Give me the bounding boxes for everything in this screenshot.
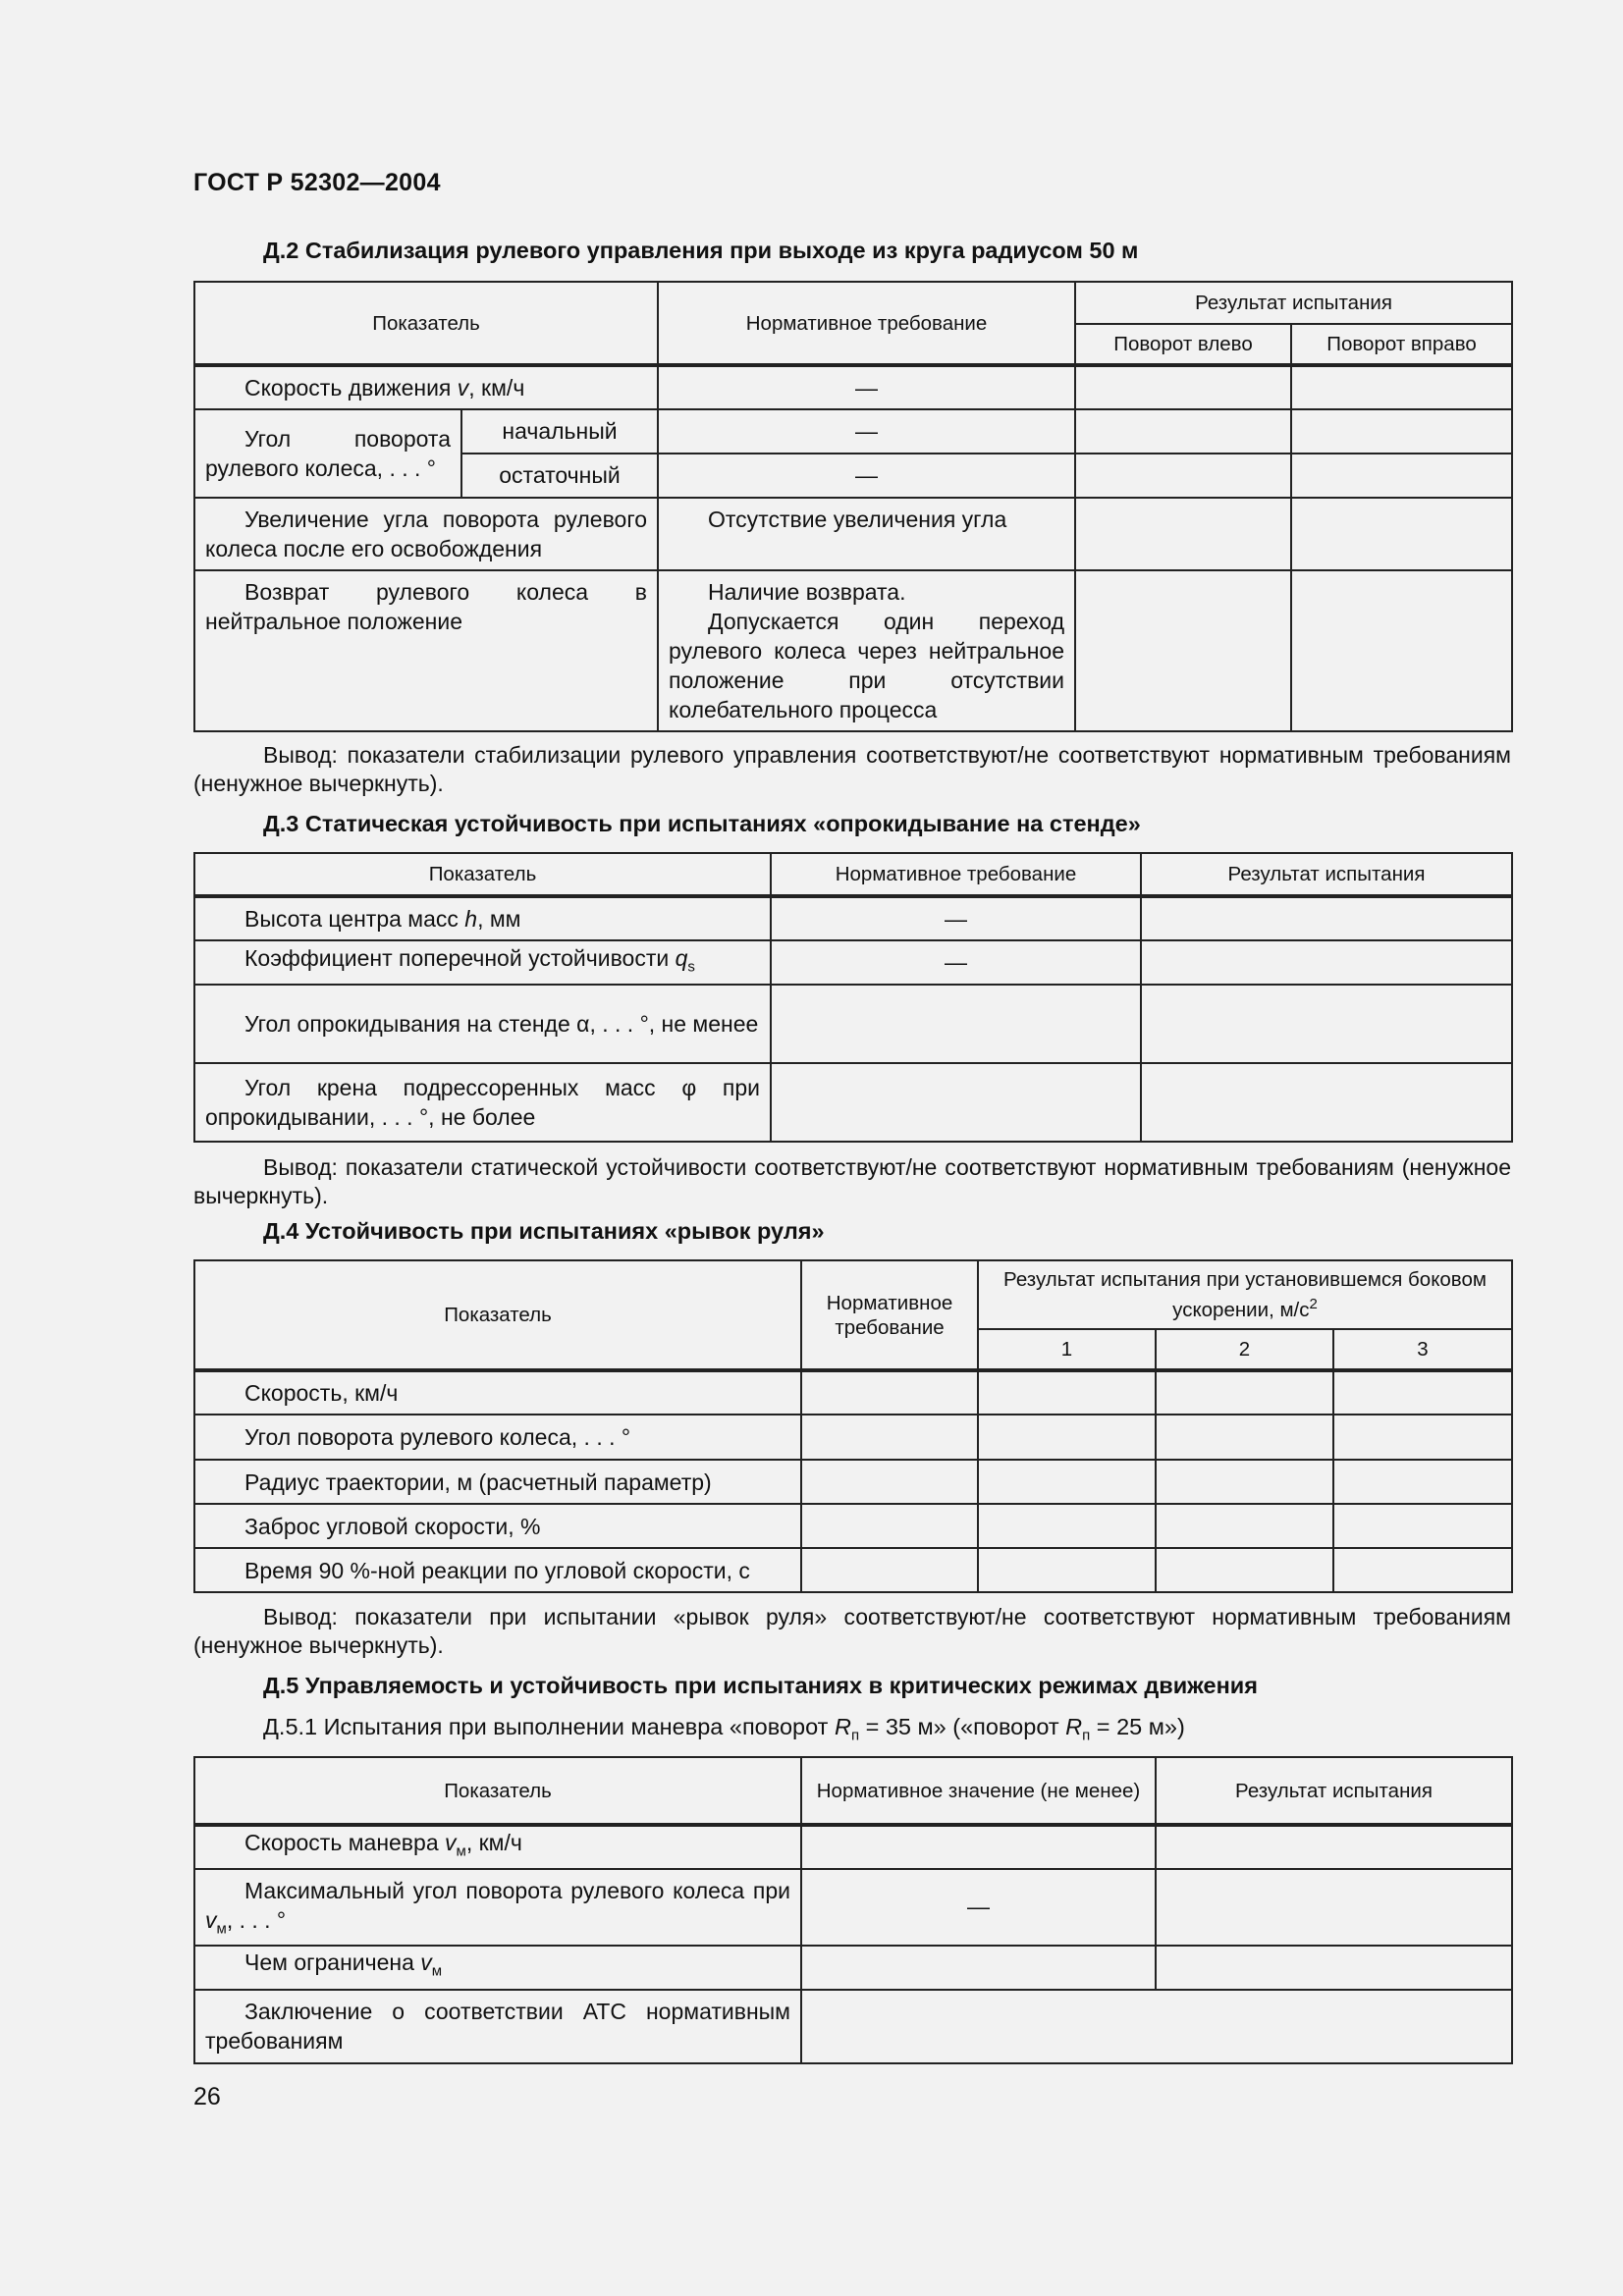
- cell-empty: [1075, 409, 1291, 454]
- header-indicator: Показатель: [194, 853, 771, 896]
- cell-empty: [801, 1825, 1156, 1869]
- cell-empty: [1156, 1460, 1333, 1504]
- page-number: 26: [193, 2083, 221, 2110]
- row-angle-initial: начальный: [461, 409, 658, 454]
- cell-empty: [801, 1946, 1156, 1990]
- cell-empty: [1075, 454, 1291, 498]
- cell-empty: [801, 1504, 978, 1548]
- header-col-2: 2: [1156, 1329, 1333, 1370]
- row-speed-label: Скорость движения v, км/ч: [194, 365, 658, 409]
- cell-empty: [1156, 1504, 1333, 1548]
- cell-empty: [1291, 365, 1512, 409]
- cell-empty: [1141, 985, 1512, 1063]
- cell-empty: [1156, 1869, 1512, 1946]
- cell-empty: [1156, 1548, 1333, 1592]
- cell-empty: [801, 1990, 1512, 2063]
- row-height-label: Высота центра масс h, мм: [194, 896, 771, 940]
- header-turn-left: Поворот влево: [1075, 324, 1291, 365]
- cell-empty: [1156, 1825, 1512, 1869]
- cell-empty: [1141, 896, 1512, 940]
- d3-conclusion: Вывод: показатели статической устойчивости соответствуют/не соответствуют нормативным требованиям (ненужное вычеркнуть).: [193, 1154, 1511, 1208]
- cell-empty: [801, 1460, 978, 1504]
- cell-empty: [1333, 1460, 1512, 1504]
- table-d3: [193, 852, 1513, 1143]
- cell-empty: [1291, 570, 1512, 731]
- row-angle-residual-req: —: [658, 454, 1075, 498]
- row-limited-label: Чем ограничена $v_м$: [194, 1946, 801, 1990]
- table-row: Заброс угловой скорости, %: [194, 1504, 801, 1548]
- header-result-sup: 2: [1309, 1296, 1318, 1313]
- section-d3-heading: Д.3 Статическая устойчивость при испытаниях «опрокидывание на стенде»: [263, 811, 1141, 836]
- row-coef-label: Коэффициент поперечной устойчивости $q_s$: [194, 940, 771, 985]
- cell-empty: [978, 1504, 1156, 1548]
- header-result: Результат испытания: [1075, 282, 1512, 324]
- cell-empty: [1291, 498, 1512, 570]
- header-indicator: Показатель: [194, 1260, 801, 1370]
- row-max-angle-label: Максимальный угол поворота рулевого колеса при $v_м$, . . . °: [194, 1869, 801, 1946]
- table-d2: [193, 281, 1513, 732]
- row-conclusion-label: Заключение о соответствии АТС нормативным требованиям: [194, 1990, 801, 2063]
- header-result: Результат испытания: [1156, 1757, 1512, 1825]
- table-row: Время 90 %-ной реакции по угловой скорости, с: [194, 1548, 801, 1592]
- row-angle-initial-req: —: [658, 409, 1075, 454]
- cell-empty: [1333, 1370, 1512, 1415]
- header-indicator: Показатель: [194, 1757, 801, 1825]
- cell-empty: [1075, 498, 1291, 570]
- row-speed-req: —: [658, 365, 1075, 409]
- row-angle-label: Угол поворота рулевого колеса, . . . °: [194, 409, 461, 498]
- table-row: Скорость, км/ч: [194, 1370, 801, 1415]
- cell-empty: [1333, 1504, 1512, 1548]
- cell-empty: [978, 1460, 1156, 1504]
- document-title: ГОСТ Р 52302—2004: [193, 169, 441, 196]
- section-d5-heading: Д.5 Управляемость и устойчивость при испытаниях в критических режимах движения: [263, 1673, 1258, 1698]
- cell-empty: [978, 1415, 1156, 1460]
- header-result: Результат испытания при установившемся боковом ускорении, $м/с^2$: [978, 1260, 1512, 1329]
- row-return-req-1: Наличие возврата.: [708, 579, 906, 605]
- row-return-req: [658, 570, 1075, 731]
- coef-subscript: s: [687, 958, 695, 976]
- section-d4-heading: Д.4 Устойчивость при испытаниях «рывок руля»: [263, 1218, 825, 1244]
- cell-empty: [1156, 1415, 1333, 1460]
- header-requirement: Нормативное требование: [801, 1260, 978, 1370]
- section-d5-1-heading: Д.5.1 Испытания при выполнении маневра «поворот $R_п = 35$ м» («поворот $R_п = 25$ м»): [263, 1714, 1185, 1744]
- header-norm: Нормативное значение (не менее): [801, 1757, 1156, 1825]
- row-increase-req: Отсутствие увеличения угла: [658, 498, 1075, 570]
- cell-empty: [1333, 1548, 1512, 1592]
- cell-empty: [801, 1370, 978, 1415]
- cell-empty: [1333, 1415, 1512, 1460]
- row-return-req-2: Допускается один переход рулевого колеса через нейтральное положение при отсутствии колебательного процесса: [669, 609, 1065, 722]
- row-max-angle-norm: —: [801, 1869, 1156, 1946]
- row-height-req: —: [771, 896, 1141, 940]
- cell-empty: [1156, 1370, 1333, 1415]
- table-row: Радиус траектории, м (расчетный параметр): [194, 1460, 801, 1504]
- row-roll-label: Угол крена подрессоренных масс φ при опрокидывании, . . . °, не более: [194, 1063, 771, 1142]
- header-requirement: Нормативное требование: [771, 853, 1141, 896]
- row-increase-label: Увеличение угла поворота рулевого колеса после его освобождения: [194, 498, 658, 570]
- row-angle-residual: остаточный: [461, 454, 658, 498]
- cell-empty: [771, 985, 1141, 1063]
- table-d5: [193, 1756, 1513, 2064]
- cell-empty: [1075, 365, 1291, 409]
- header-turn-right: Поворот вправо: [1291, 324, 1512, 365]
- d4-conclusion: Вывод: показатели при испытании «рывок руля» соответствуют/не соответствуют нормативным требованиям (ненужное вычеркнуть).: [193, 1604, 1511, 1658]
- header-result: Результат испытания: [1141, 853, 1512, 896]
- cell-empty: [1075, 570, 1291, 731]
- header-col-1: 1: [978, 1329, 1156, 1370]
- cell-empty: [1291, 454, 1512, 498]
- cell-empty: [978, 1370, 1156, 1415]
- header-col-3: 3: [1333, 1329, 1512, 1370]
- cell-empty: [1141, 1063, 1512, 1142]
- row-return-label: Возврат рулевого колеса в нейтральное положение: [194, 570, 658, 731]
- row-speed-label: Скорость маневра $v_м$, км/ч: [194, 1825, 801, 1869]
- row-tilt-label: Угол опрокидывания на стенде α, . . . °, не менее: [194, 985, 771, 1063]
- row-coef-req: —: [771, 940, 1141, 985]
- header-requirement: Нормативное требование: [658, 282, 1075, 365]
- cell-empty: [1156, 1946, 1512, 1990]
- cell-empty: [771, 1063, 1141, 1142]
- cell-empty: [1141, 940, 1512, 985]
- d2-conclusion: Вывод: показатели стабилизации рулевого управления соответствуют/не соответствуют нормативным требованиям (ненужное вычеркнуть).: [193, 742, 1511, 796]
- section-d2-heading: Д.2 Стабилизация рулевого управления при выходе из круга радиусом 50 м: [263, 238, 1139, 263]
- table-d4: [193, 1259, 1513, 1593]
- cell-empty: [801, 1548, 978, 1592]
- cell-empty: [978, 1548, 1156, 1592]
- header-indicator: Показатель: [194, 282, 658, 365]
- table-row: Угол поворота рулевого колеса, . . . °: [194, 1415, 801, 1460]
- cell-empty: [1291, 409, 1512, 454]
- cell-empty: [801, 1415, 978, 1460]
